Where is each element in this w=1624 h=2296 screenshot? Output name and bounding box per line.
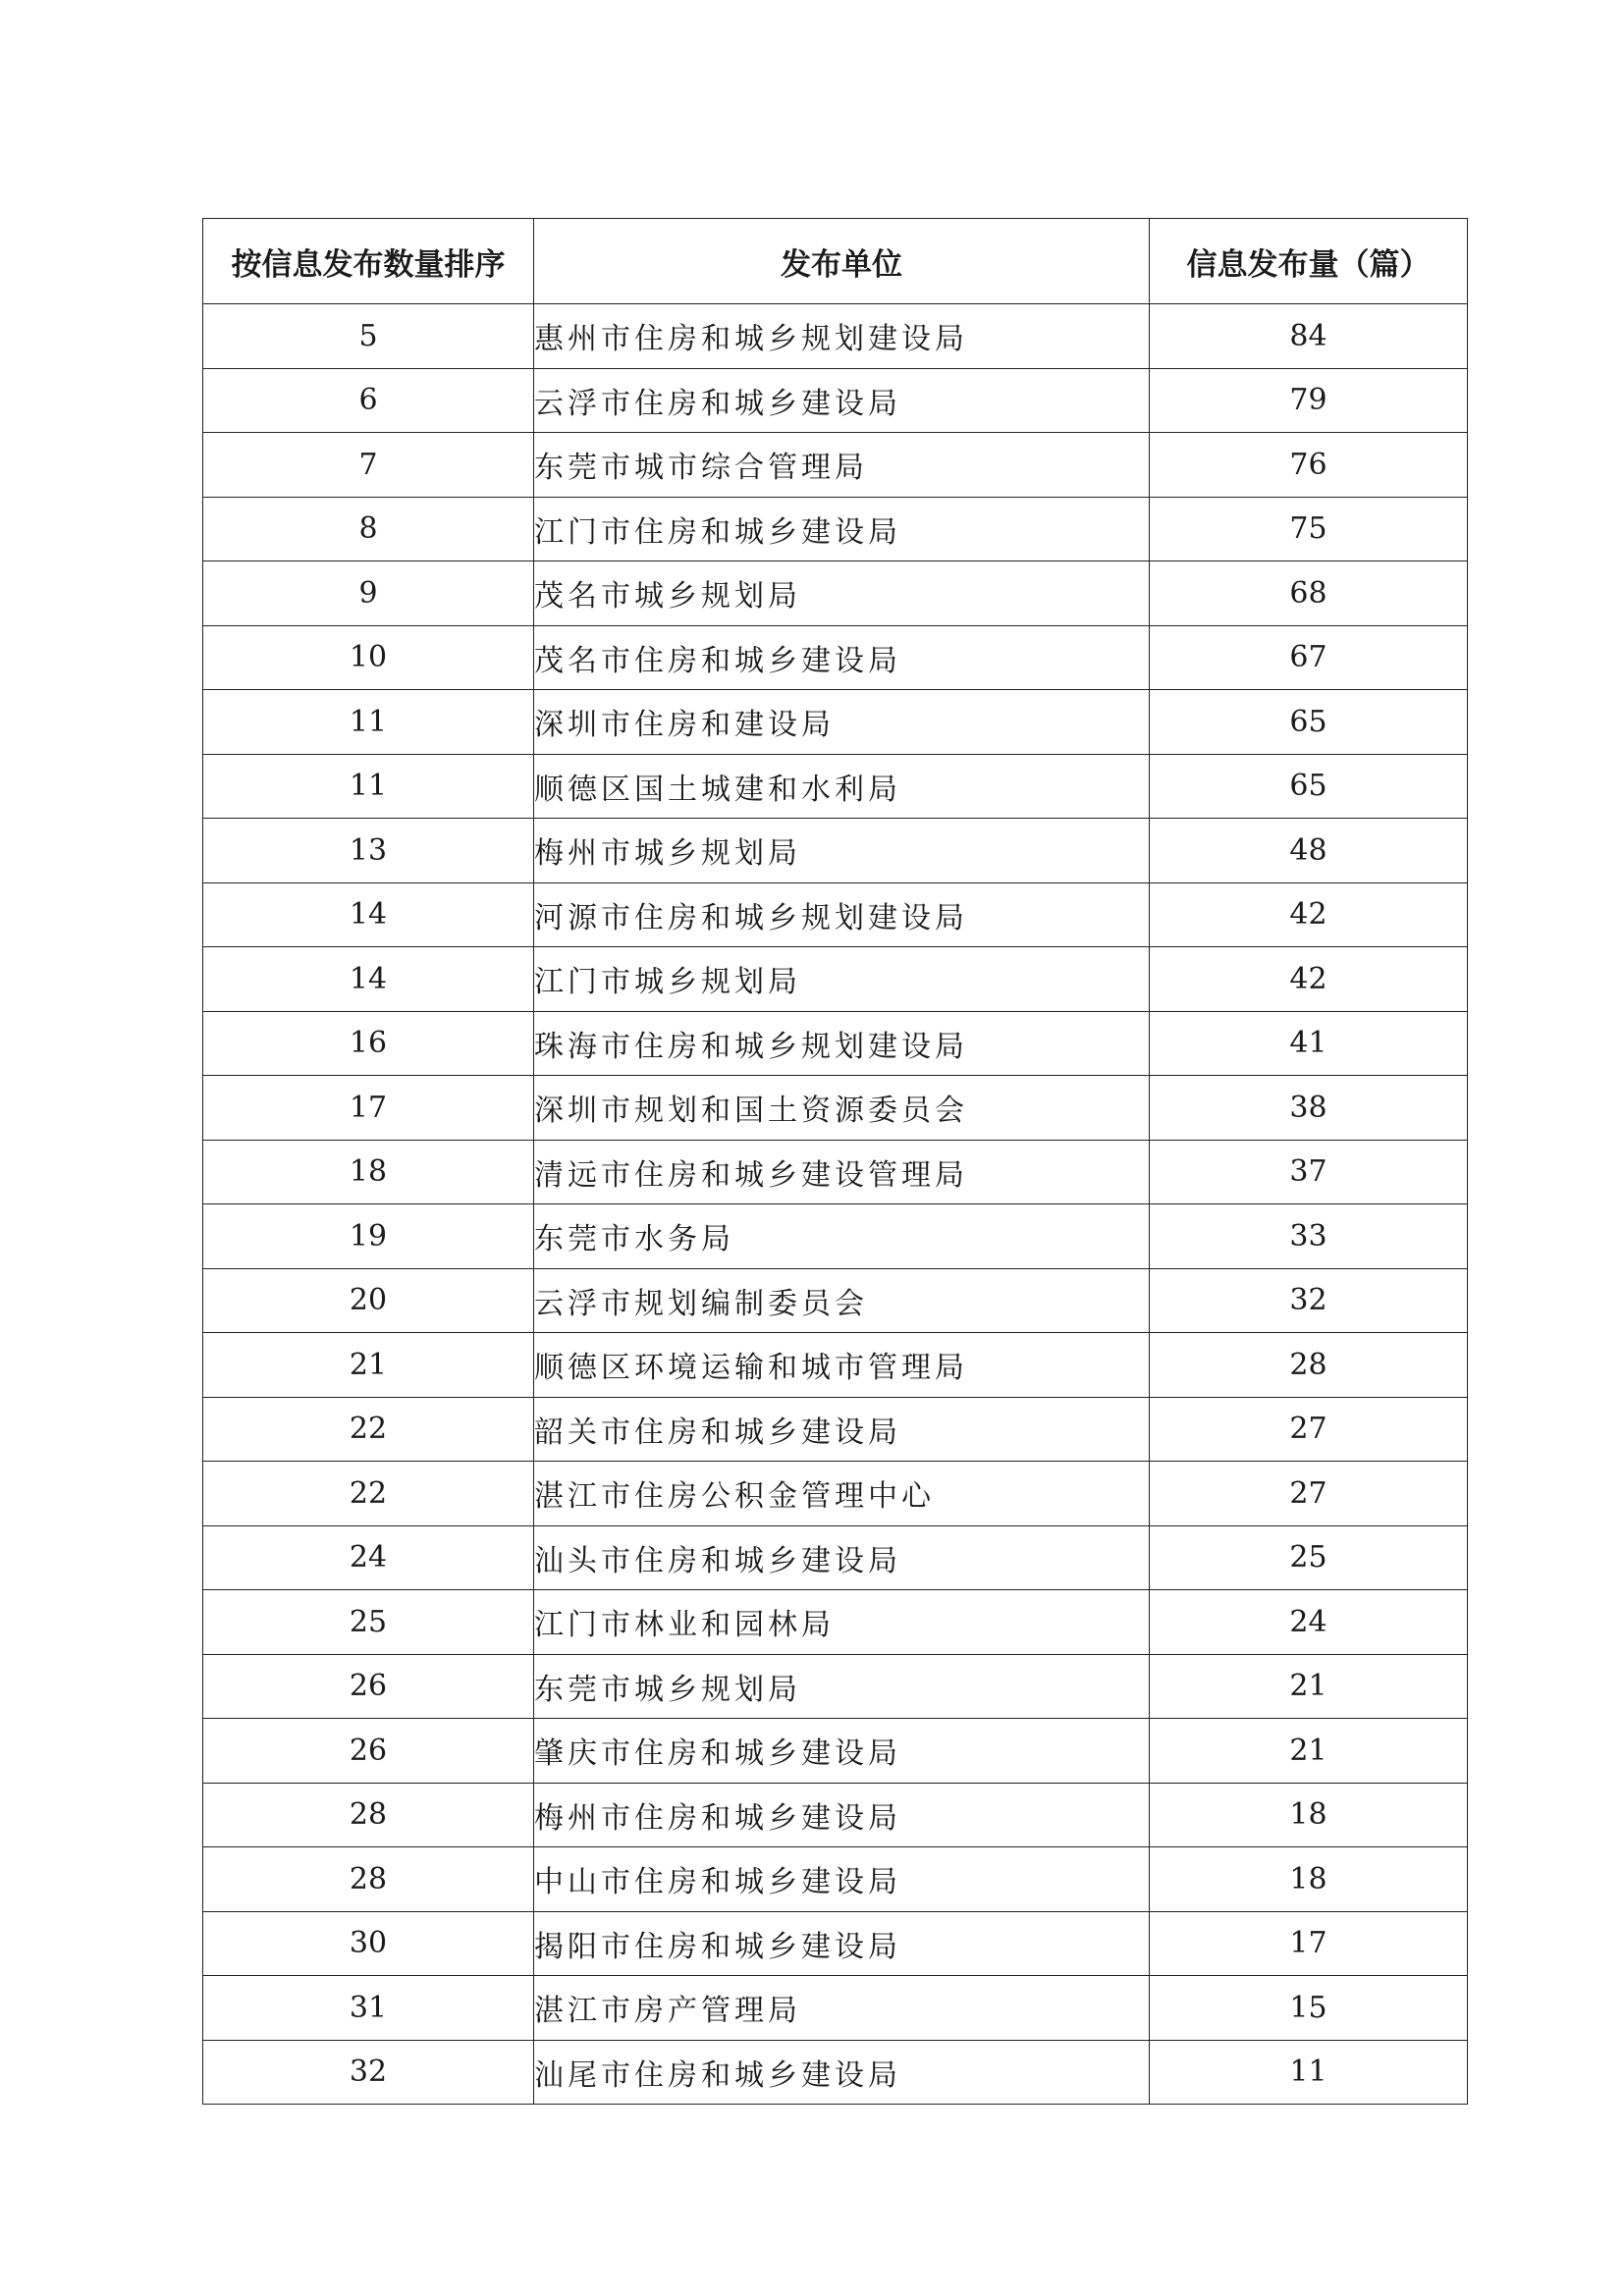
table-row: [203, 1911, 1468, 1976]
unit-cell: 云浮市规划编制委员会: [534, 1268, 1150, 1333]
unit-cell: 深圳市住房和建设局: [534, 690, 1150, 755]
count-cell: 27: [1150, 1462, 1468, 1526]
unit-cell: 茂名市城乡规划局: [534, 561, 1150, 626]
count-cell: 17: [1150, 1911, 1468, 1976]
count-cell: 27: [1150, 1397, 1468, 1462]
rank-cell: 14: [203, 882, 534, 947]
count-cell: 84: [1150, 304, 1468, 369]
rank-cell: 28: [203, 1847, 534, 1912]
rank-cell: 7: [203, 433, 534, 498]
unit-cell: 顺德区国土城建和水利局: [534, 754, 1150, 819]
unit-cell: 中山市住房和城乡建设局: [534, 1847, 1150, 1912]
rank-cell: 5: [203, 304, 534, 369]
header-count: 信息发布量（篇）: [1150, 219, 1468, 304]
count-cell: 48: [1150, 819, 1468, 883]
unit-cell: 云浮市住房和城乡建设局: [534, 368, 1150, 433]
table-row: [203, 1011, 1468, 1076]
table-row: [203, 1397, 1468, 1462]
unit-cell: 江门市城乡规划局: [534, 947, 1150, 1012]
table-row: [203, 1783, 1468, 1847]
unit-cell: 河源市住房和城乡规划建设局: [534, 882, 1150, 947]
count-cell: 42: [1150, 947, 1468, 1012]
table-row: [203, 1654, 1468, 1719]
table-row: [203, 304, 1468, 369]
table-row: [203, 1976, 1468, 2041]
unit-cell: 珠海市住房和城乡规划建设局: [534, 1011, 1150, 1076]
count-cell: 15: [1150, 1976, 1468, 2041]
table-row: [203, 947, 1468, 1012]
unit-cell: 江门市林业和园林局: [534, 1590, 1150, 1655]
unit-cell: 湛江市房产管理局: [534, 1976, 1150, 2041]
unit-cell: 清远市住房和城乡建设管理局: [534, 1140, 1150, 1204]
table-row: [203, 1462, 1468, 1526]
count-cell: 21: [1150, 1719, 1468, 1784]
count-cell: 68: [1150, 561, 1468, 626]
count-cell: 28: [1150, 1333, 1468, 1398]
rank-cell: 30: [203, 1911, 534, 1976]
count-cell: 65: [1150, 754, 1468, 819]
rank-cell: 13: [203, 819, 534, 883]
table-row: [203, 1140, 1468, 1204]
unit-cell: 肇庆市住房和城乡建设局: [534, 1719, 1150, 1784]
count-cell: 25: [1150, 1525, 1468, 1590]
rank-cell: 18: [203, 1140, 534, 1204]
rank-cell: 6: [203, 368, 534, 433]
count-cell: 37: [1150, 1140, 1468, 1204]
unit-cell: 茂名市住房和城乡建设局: [534, 625, 1150, 690]
unit-cell: 湛江市住房公积金管理中心: [534, 1462, 1150, 1526]
count-cell: 24: [1150, 1590, 1468, 1655]
table-row: [203, 882, 1468, 947]
unit-cell: 梅州市城乡规划局: [534, 819, 1150, 883]
count-cell: 41: [1150, 1011, 1468, 1076]
count-cell: 67: [1150, 625, 1468, 690]
count-cell: 18: [1150, 1847, 1468, 1912]
count-cell: 79: [1150, 368, 1468, 433]
rank-cell: 11: [203, 690, 534, 755]
count-cell: 18: [1150, 1783, 1468, 1847]
table-row: [203, 1525, 1468, 1590]
count-cell: 38: [1150, 1076, 1468, 1141]
unit-cell: 东莞市水务局: [534, 1204, 1150, 1269]
rank-cell: 19: [203, 1204, 534, 1269]
unit-cell: 江门市住房和城乡建设局: [534, 497, 1150, 561]
unit-cell: 顺德区环境运输和城市管理局: [534, 1333, 1150, 1398]
header-unit: 发布单位: [534, 219, 1150, 304]
table-row: [203, 1847, 1468, 1912]
unit-cell: 韶关市住房和城乡建设局: [534, 1397, 1150, 1462]
rank-cell: 9: [203, 561, 534, 626]
table-row: [203, 754, 1468, 819]
rank-cell: 16: [203, 1011, 534, 1076]
rank-cell: 32: [203, 2040, 534, 2105]
unit-cell: 东莞市城乡规划局: [534, 1654, 1150, 1719]
table-row: [203, 1204, 1468, 1269]
count-cell: 32: [1150, 1268, 1468, 1333]
rank-cell: 28: [203, 1783, 534, 1847]
rank-cell: 26: [203, 1654, 534, 1719]
count-cell: 65: [1150, 690, 1468, 755]
rank-cell: 14: [203, 947, 534, 1012]
rank-cell: 10: [203, 625, 534, 690]
rank-cell: 8: [203, 497, 534, 561]
table-row: [203, 1268, 1468, 1333]
table-row: [203, 625, 1468, 690]
table-row: [203, 2040, 1468, 2105]
table-row: [203, 368, 1468, 433]
table-row: [203, 1719, 1468, 1784]
rank-cell: 21: [203, 1333, 534, 1398]
rank-cell: 20: [203, 1268, 534, 1333]
table-header-row: [203, 219, 1468, 304]
rank-cell: 22: [203, 1462, 534, 1526]
count-cell: 21: [1150, 1654, 1468, 1719]
rank-cell: 17: [203, 1076, 534, 1141]
table-body: [203, 304, 1468, 2105]
unit-cell: 梅州市住房和城乡建设局: [534, 1783, 1150, 1847]
rank-cell: 26: [203, 1719, 534, 1784]
table-row: [203, 433, 1468, 498]
table-row: [203, 1333, 1468, 1398]
table-row: [203, 561, 1468, 626]
ranking-table: [202, 218, 1468, 2105]
unit-cell: 汕尾市住房和城乡建设局: [534, 2040, 1150, 2105]
rank-cell: 22: [203, 1397, 534, 1462]
table-row: [203, 690, 1468, 755]
rank-cell: 24: [203, 1525, 534, 1590]
count-cell: 42: [1150, 882, 1468, 947]
header-rank: 按信息发布数量排序: [203, 219, 534, 304]
unit-cell: 揭阳市住房和城乡建设局: [534, 1911, 1150, 1976]
table-row: [203, 1076, 1468, 1141]
table-row: [203, 1590, 1468, 1655]
rank-cell: 25: [203, 1590, 534, 1655]
unit-cell: 汕头市住房和城乡建设局: [534, 1525, 1150, 1590]
count-cell: 75: [1150, 497, 1468, 561]
rank-cell: 31: [203, 1976, 534, 2041]
count-cell: 76: [1150, 433, 1468, 498]
count-cell: 11: [1150, 2040, 1468, 2105]
rank-cell: 11: [203, 754, 534, 819]
unit-cell: 东莞市城市综合管理局: [534, 433, 1150, 498]
unit-cell: 深圳市规划和国土资源委员会: [534, 1076, 1150, 1141]
table-row: [203, 497, 1468, 561]
table-row: [203, 819, 1468, 883]
count-cell: 33: [1150, 1204, 1468, 1269]
unit-cell: 惠州市住房和城乡规划建设局: [534, 304, 1150, 369]
